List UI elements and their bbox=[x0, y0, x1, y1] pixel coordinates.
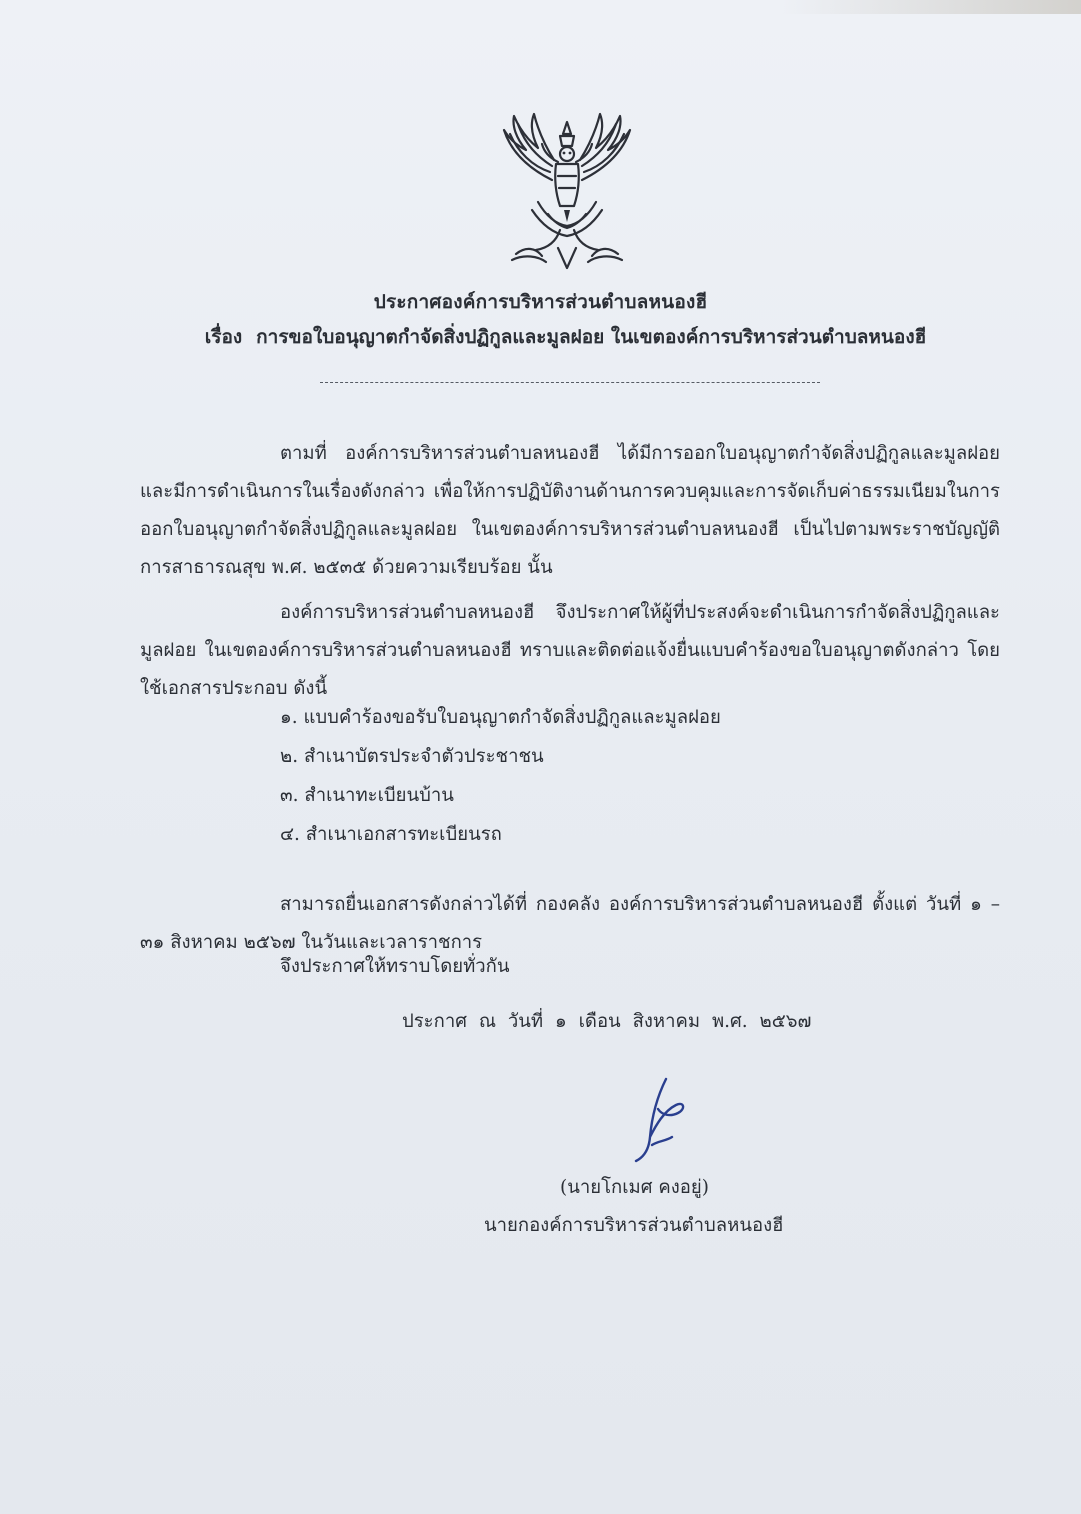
paragraph-submission: สามารถยื่นเอกสารดังกล่าวได้ที่ กองคลัง องค์การบริหารส่วนตำบลหนองฮี ตั้งแต่ วันที่ ๑ – ๓๑ สิงหาคม ๒๕๖๗ ในวันและเวลาราชการ bbox=[140, 893, 1000, 953]
handwritten-signature bbox=[622, 1075, 702, 1165]
paragraph-instruction: องค์การบริหารส่วนตำบลหนองฮี จึงประกาศให้ผู้ที่ประสงค์จะดำเนินการกำจัดสิ่งปฏิกูลและมูลฝอย ในเขตองค์การบริหารส่วนตำบลหนองฮี ทราบและติดต่อแจ้งยื่นแบบคำร้องขอใบอนุญาตดังกล่าว โดยใช้เอกสารประกอบ ดังนี้ bbox=[140, 601, 1000, 699]
subject-label: เรื่อง bbox=[204, 326, 243, 348]
subject-text: การขอใบอนุญาตกำจัดสิ่งปฏิกูลและมูลฝอย ในเขตองค์การบริหารส่วนตำบลหนองฮี bbox=[256, 326, 927, 348]
list-item: ๒. สำเนาบัตรประจำตัวประชาชน bbox=[280, 746, 544, 767]
list-item: ๑. แบบคำร้องขอรับใบอนุญาตกำจัดสิ่งปฏิกูลและมูลฝอย bbox=[280, 707, 721, 728]
list-item: ๓. สำเนาทะเบียนบ้าน bbox=[280, 785, 454, 806]
signer-name: (นายโกเมศ คงอยู่) bbox=[560, 1177, 709, 1198]
paragraph-intro: ตามที่ องค์การบริหารส่วนตำบลหนองฮี ได้มีการออกใบอนุญาตกำจัดสิ่งปฏิกูลและมูลฝอย และมีการดำเนินการในเรื่องดังกล่าว เพื่อให้การปฏิบัติงานด้านการควบคุมและการจัดเก็บค่าธรรมเนียมในการออกใบอนุญาตกำจัดสิ่งปฏิกูลและมูลฝอย ในเขตองค์การบริหารส่วนตำบลหนองฮี เป็นไปตามพระราชบัญญัติการสาธารณสุข พ.ศ. ๒๕๓๕ ด้วยความเรียบร้อย นั้น bbox=[140, 442, 1000, 578]
announcement-date: ประกาศ ณ วันที่ ๑ เดือน สิงหาคม พ.ศ. ๒๕๖๗ bbox=[402, 1011, 812, 1032]
announcement-title: ประกาศองค์การบริหารส่วนตำบลหนองฮี bbox=[373, 291, 708, 313]
announcement-subject bbox=[90, 322, 1041, 352]
paper-edge-shadow bbox=[781, 0, 1081, 14]
closing-statement: จึงประกาศให้ทราบโดยทั่วกัน bbox=[280, 956, 510, 977]
divider-line bbox=[320, 382, 820, 383]
list-item: ๔. สำเนาเอกสารทะเบียนรถ bbox=[280, 824, 502, 845]
required-documents-list bbox=[280, 700, 721, 856]
garuda-emblem-icon bbox=[492, 110, 642, 270]
signer-title: นายกองค์การบริหารส่วนตำบลหนองฮี bbox=[484, 1215, 784, 1236]
